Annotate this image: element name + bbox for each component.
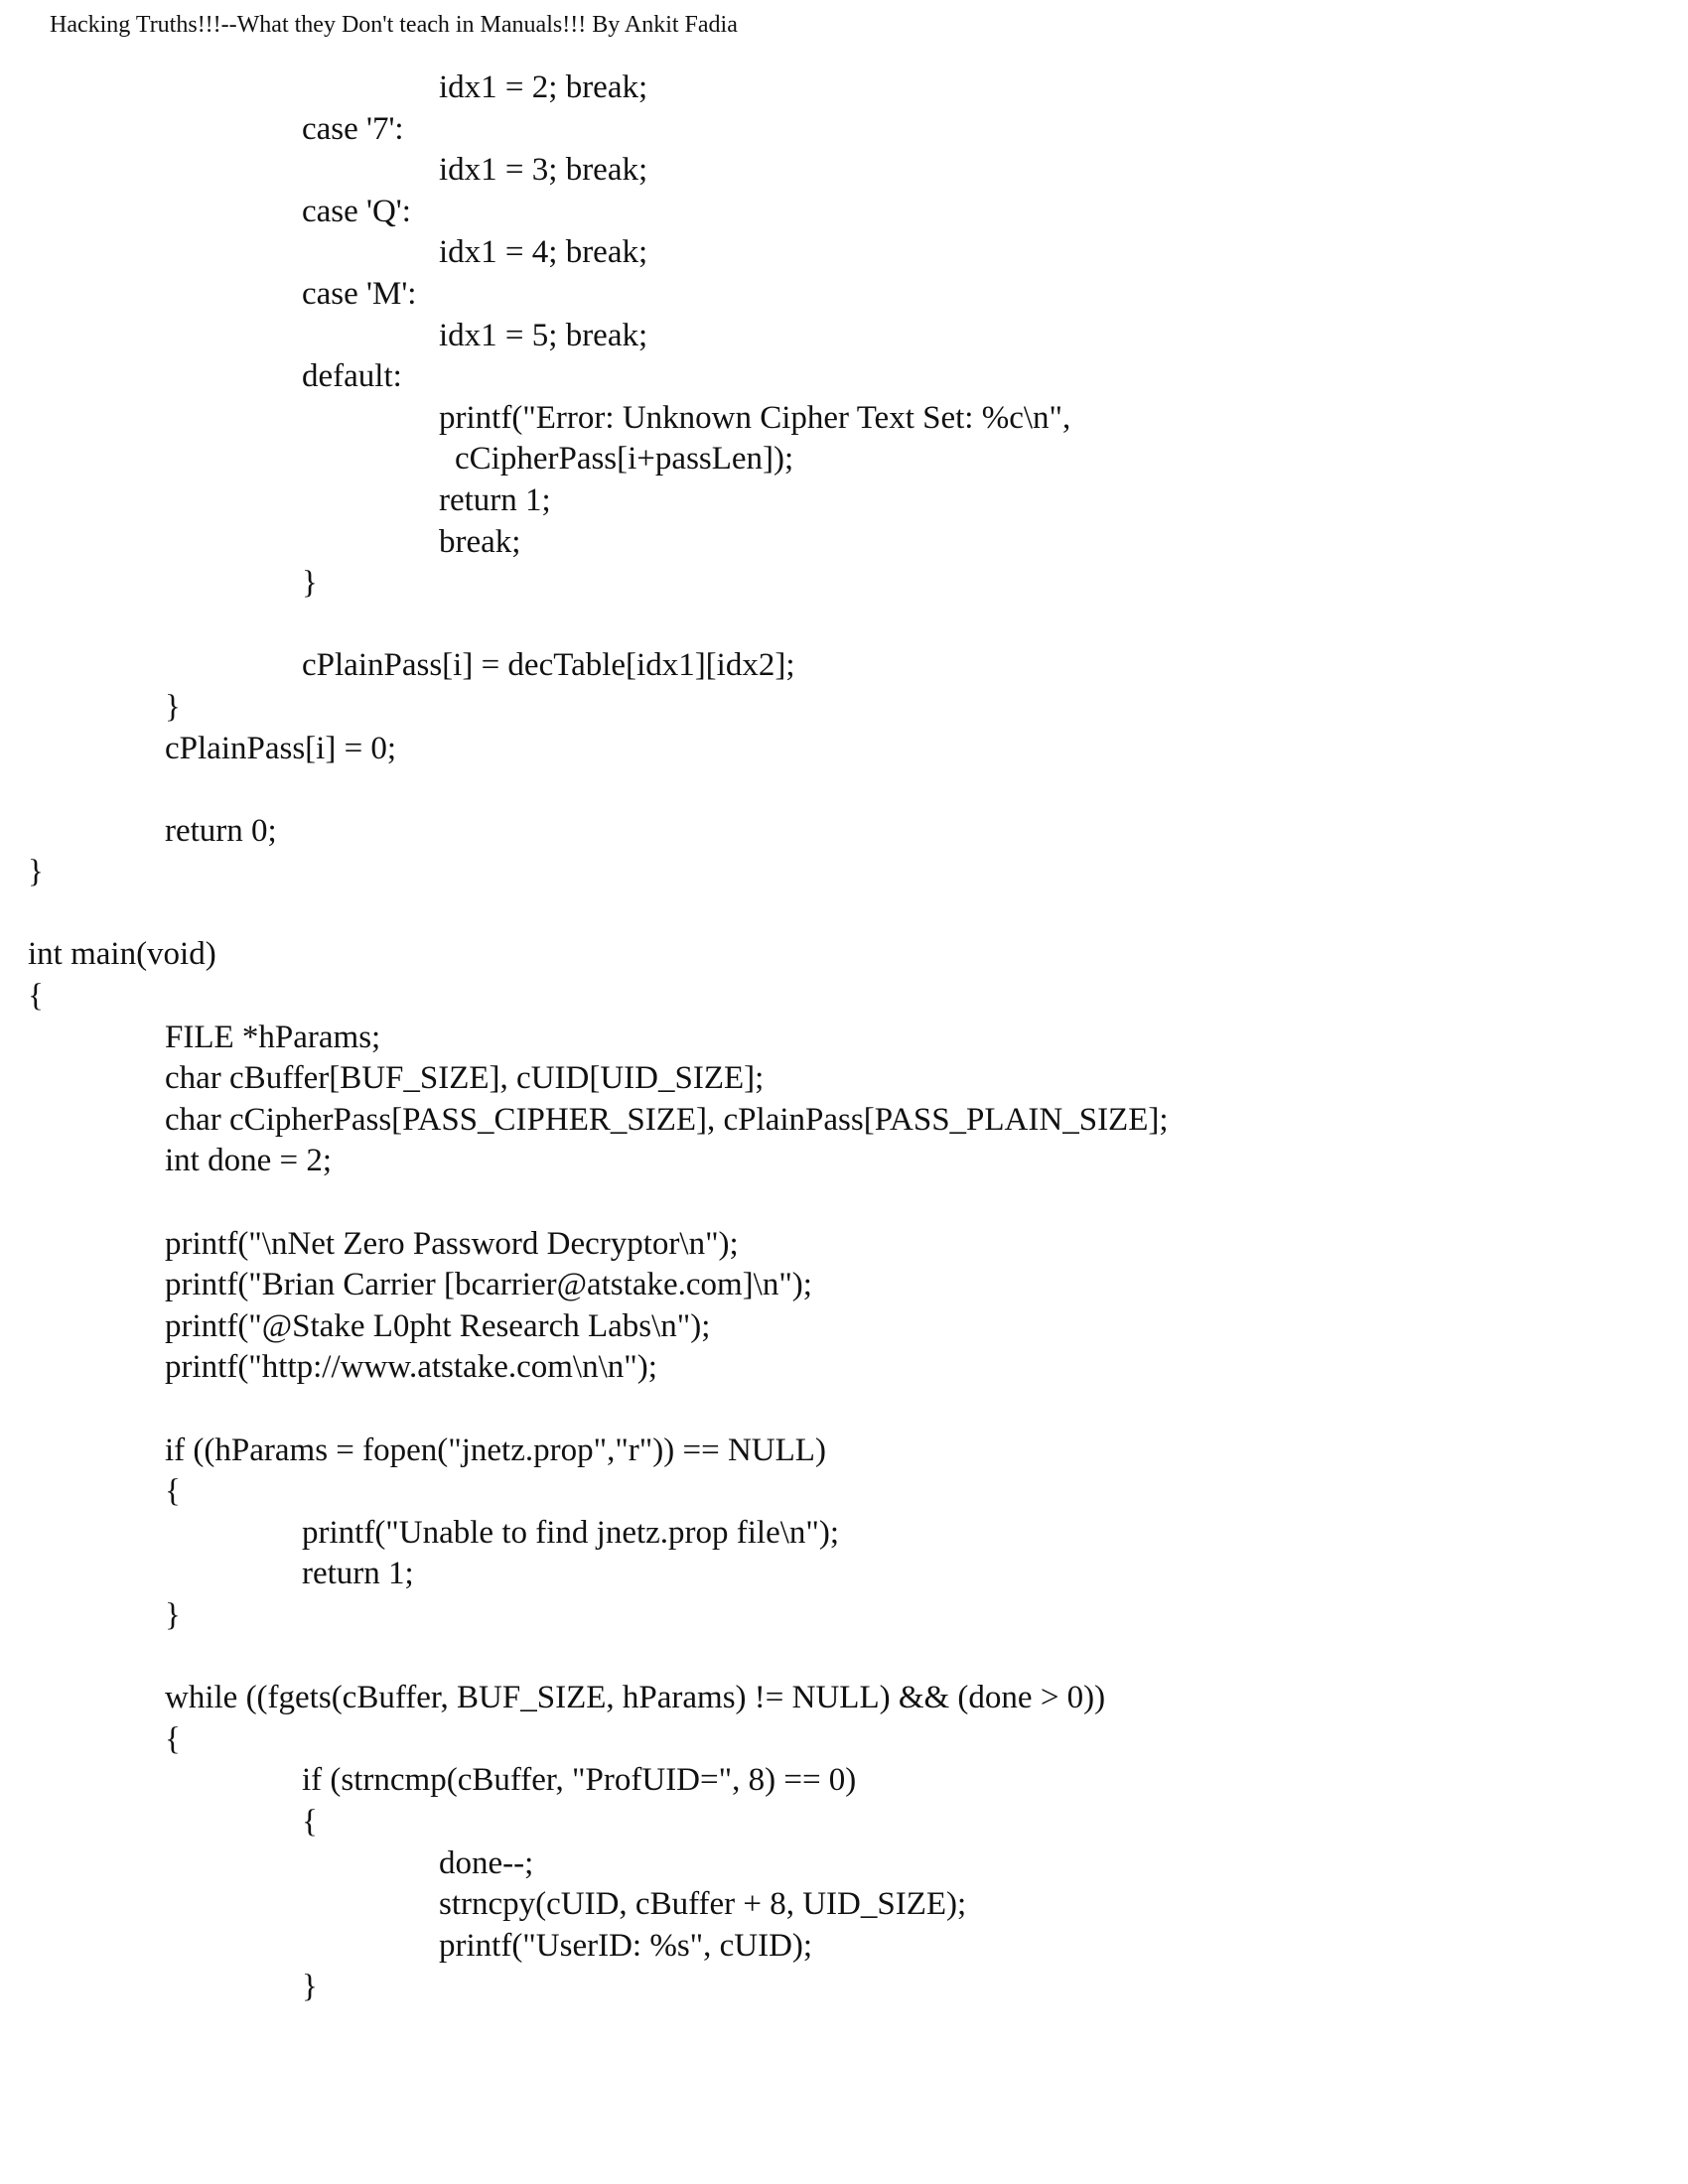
code-line: } <box>28 854 44 890</box>
code-line: cPlainPass[i] = decTable[idx1][idx2]; <box>302 647 795 684</box>
code-line: { <box>165 1720 181 1757</box>
code-line: strncpy(cUID, cBuffer + 8, UID_SIZE); <box>439 1886 967 1923</box>
code-line: cCipherPass[i+passLen]); <box>455 441 794 478</box>
code-line: while ((fgets(cBuffer, BUF_SIZE, hParams) != NULL) && (done > 0)) <box>165 1680 1106 1716</box>
code-line: default: <box>302 358 402 395</box>
code-line: printf("Unable to find jnetz.prop file\n"); <box>302 1514 840 1551</box>
code-line-blank <box>28 1182 1656 1224</box>
code-line: printf("Brian Carrier [bcarrier@atstake.com]\n"); <box>165 1267 812 1303</box>
code-line: idx1 = 2; break; <box>439 69 648 105</box>
code-line: printf("\nNet Zero Password Decryptor\n"); <box>165 1225 739 1262</box>
code-line-blank <box>28 605 1656 646</box>
code-line-blank <box>28 769 1656 811</box>
code-line: if (strncmp(cBuffer, "ProfUID=", 8) == 0) <box>302 1762 857 1799</box>
code-line: char cCipherPass[PASS_CIPHER_SIZE], cPlainPass[PASS_PLAIN_SIZE]; <box>165 1101 1169 1138</box>
code-line: printf("Error: Unknown Cipher Text Set: %c\n", <box>439 399 1071 436</box>
code-line: } <box>165 1596 181 1633</box>
code-line: done--; <box>439 1844 534 1881</box>
code-line: if ((hParams = fopen("jnetz.prop","r")) == NULL) <box>165 1432 826 1468</box>
code-line: printf("http://www.atstake.com\n\n"); <box>165 1349 657 1386</box>
code-line: return 1; <box>302 1556 414 1592</box>
code-line: idx1 = 5; break; <box>439 317 648 353</box>
code-line: FILE *hParams; <box>165 1019 381 1055</box>
code-listing <box>28 68 1656 2008</box>
code-line: break; <box>439 523 521 560</box>
code-line: printf("@Stake L0pht Research Labs\n"); <box>165 1307 711 1344</box>
code-line: case 'M': <box>302 275 417 312</box>
code-line: { <box>302 1803 318 1840</box>
code-line-blank <box>28 893 1656 935</box>
code-line: } <box>302 1969 318 2005</box>
code-line: idx1 = 4; break; <box>439 234 648 271</box>
code-line: { <box>28 978 44 1015</box>
code-line: case '7': <box>302 110 404 147</box>
code-line: { <box>165 1473 181 1510</box>
code-line: return 1; <box>439 481 551 518</box>
code-line: printf("UserID: %s", cUID); <box>439 1927 813 1964</box>
code-line: int done = 2; <box>165 1143 333 1179</box>
code-line: cPlainPass[i] = 0; <box>165 730 397 766</box>
code-line: } <box>302 565 318 602</box>
running-header: Hacking Truths!!!--What they Don't teach in Manuals!!! By Ankit Fadia <box>50 12 738 38</box>
code-line: char cBuffer[BUF_SIZE], cUID[UID_SIZE]; <box>165 1060 765 1097</box>
code-line-blank <box>28 1637 1656 1679</box>
code-line: return 0; <box>165 812 277 849</box>
code-line: case 'Q': <box>302 193 411 229</box>
code-line: idx1 = 3; break; <box>439 152 648 189</box>
code-line: int main(void) <box>28 936 216 973</box>
code-line: } <box>165 688 181 725</box>
code-line-blank <box>28 1389 1656 1431</box>
